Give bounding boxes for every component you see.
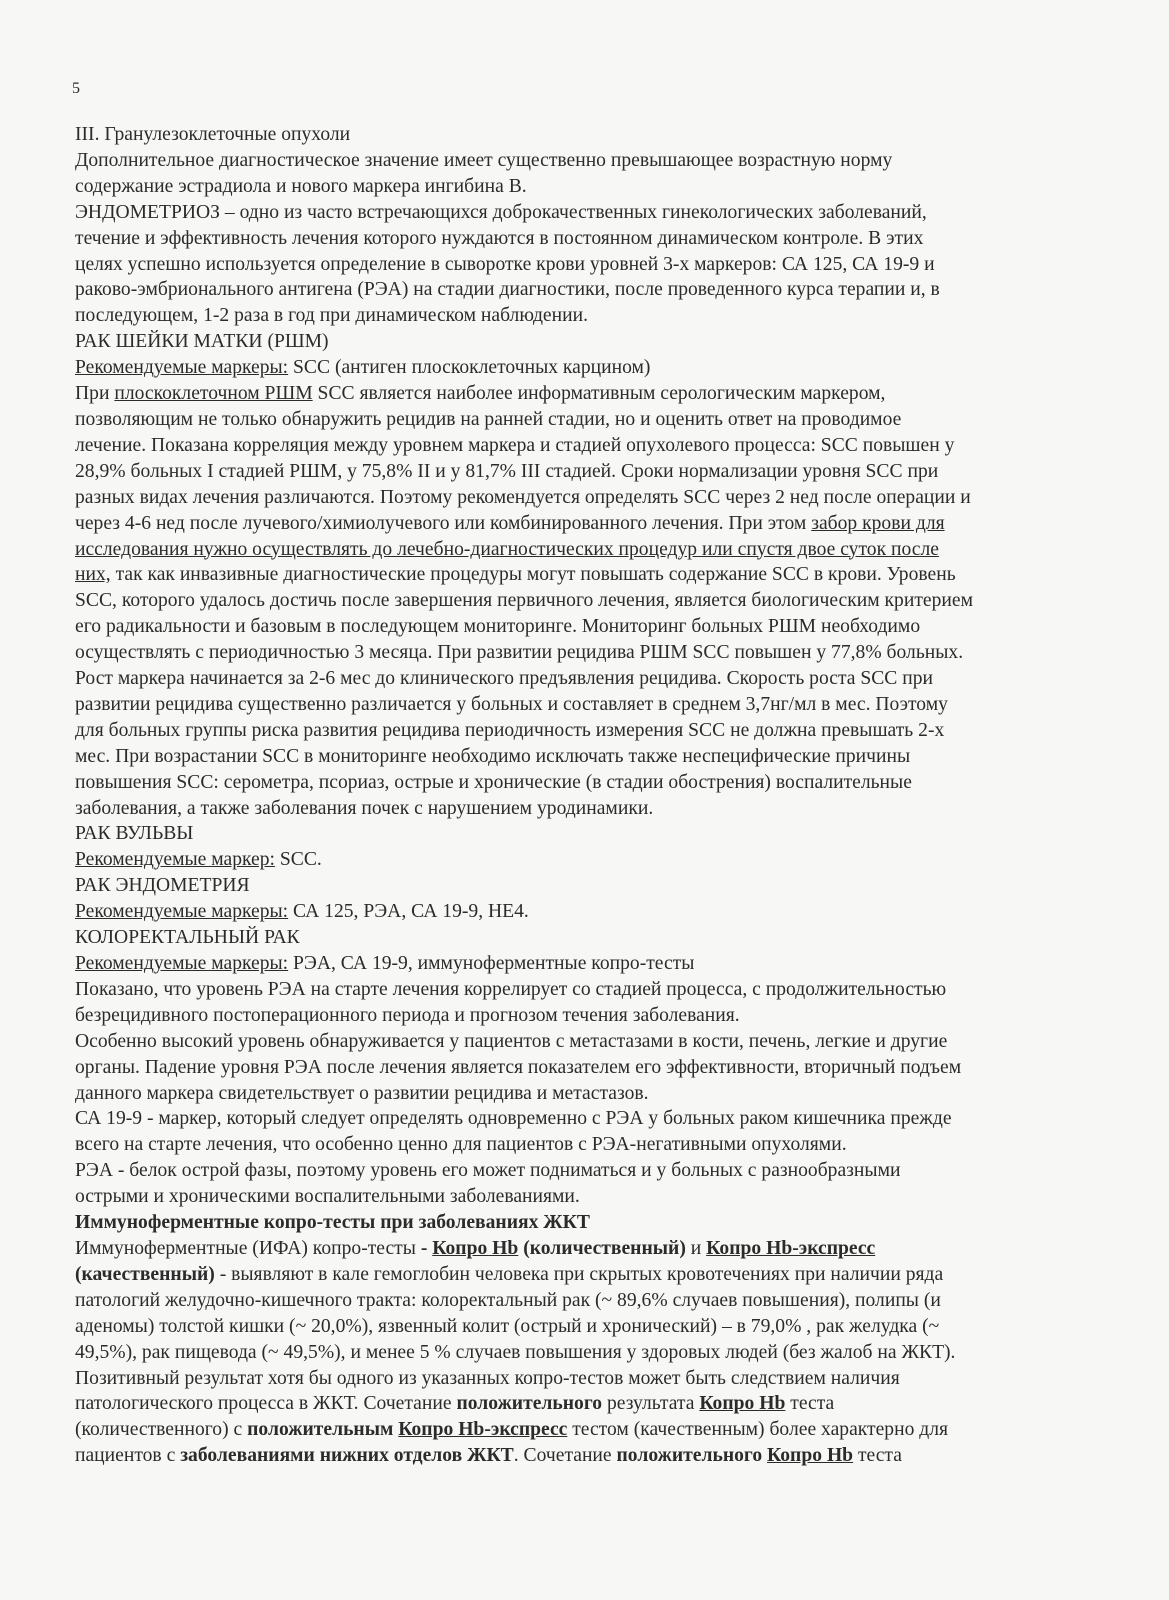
text-line [75,873,1130,899]
text-segment: теста [853,1445,902,1467]
text-segment: положительным [247,1419,394,1441]
text-line [75,1158,1130,1184]
text-segment: и [685,1237,707,1259]
text-segment: теста [785,1393,835,1415]
text-line [75,951,1130,977]
text-line [75,666,1130,692]
text-segment: 49,5%), рак пищевода (~ 49,5%), и менее 5 % случаев повышения у здоровых людей (без жалоб на ЖКТ). [75,1341,956,1363]
text-segment: III. Гранулезоклеточные опухоли [75,124,351,145]
text-segment: пациентов с [75,1445,181,1467]
text-line [75,226,1130,252]
text-segment: SCC является наиболее информативным серологическим маркером, [312,383,886,405]
text-segment: патологий желудочно-кишечного тракта: колоректальный рак (~ 89,6% случаев повышения), полипы (и [75,1289,941,1311]
text-segment: Рекомендуемые маркеры: [75,953,289,974]
text-segment: течение и эффективность лечения которого нуждаются в постоянном динамическом контроле. В этих [75,227,924,249]
text-segment: ЭНДОМЕТРИОЗ – одно из часто встречающихся доброкачественных гинекологических заболеваний, [75,201,927,223]
text-line [75,1184,1130,1210]
text-segment: . Сочетание [513,1445,617,1467]
text-segment: 28,9% больных I стадией РШМ, у 75,8% II и у 81,7% III стадией. Сроки нормализации уровня SCC при [75,460,939,482]
text-line [75,485,1130,511]
text-segment: SCC. [274,849,322,871]
text-segment: развитии рецидива существенно различается у больных и составляет в среднем 3,7нг/мл в мес. Поэтому [75,693,948,715]
text-segment: Дополнительное диагностическое значение имеет существенно превышающее возрастную норму [75,149,893,171]
text-line [75,1106,1130,1132]
text-line [75,459,1130,485]
text-segment: для больных группы риска развития рецидива периодичность измерения SCC не должна превышать 2-х [75,719,945,741]
text-line [75,1417,1130,1443]
text-line [75,977,1130,1003]
text-segment: (количественный) [518,1237,686,1259]
text-segment: СА 125, РЭА, СА 19-9, НЕ4. [288,901,529,923]
text-segment: Рекомендуемые маркеры: [75,901,289,923]
text-line [75,1055,1130,1081]
text-line [75,1366,1130,1392]
text-line [75,1391,1130,1417]
text-segment: заболевания, а также заболевания почек с нарушением уродинамики. [75,797,654,819]
document-body [75,122,1130,1469]
text-segment: Копро Hb-экспресс [706,1237,876,1259]
text-segment: органы. Падение уровня РЭА после лечения является показателем его эффективности, вторичный подъем [75,1056,962,1078]
text-segment: SCC (антиген плоскоклеточных карцином) [288,357,651,379]
text-segment: СА 19-9 - маркер, который следует определять одновременно с РЭА у больных раком кишечника прежде [75,1108,952,1130]
text-line [75,1262,1130,1288]
text-line [75,847,1130,873]
text-segment: Иммуноферментные копро-тесты при заболеваниях ЖКТ [75,1212,590,1234]
text-segment: При [75,383,115,405]
text-segment: патологического процесса в ЖКТ. Сочетание [75,1393,457,1415]
text-line [75,381,1130,407]
text-segment: всего на старте лечения, что особенно ценно для пациентов с РЭА-негативными опухолями. [75,1134,847,1156]
text-segment: через 4-6 нед после лучевого/химиолучевого или комбинированного лечения. При этом [75,512,812,534]
text-segment: Иммуноферментные (ИФА) копро-тесты [75,1237,421,1259]
text-segment: безрецидивного постоперационного периода и прогнозом течения заболевания. [75,1004,740,1026]
text-segment: SCC, которого удалось достичь после завершения первичного лечения, является биологическим критерием [75,590,973,612]
text-segment: РАК ШЕЙКИ МАТКИ (РШМ) [75,331,329,353]
text-line [75,1081,1130,1107]
text-line [75,1340,1130,1366]
text-segment: раково-эмбрионального антигена (РЭА) на стадии диагностики, после проведенного курса терапии и, в [75,279,940,301]
text-segment: них, [75,564,111,586]
text-line [75,1132,1130,1158]
text-segment: исследования нужно осуществлять до лечебно-диагностических процедур или спустя двое суток после [75,538,939,560]
text-line [75,1288,1130,1314]
text-segment: РАК ВУЛЬВЫ [75,823,194,845]
text-segment: положительного [616,1445,763,1467]
text-line [75,200,1130,226]
text-line [75,1443,1130,1469]
text-segment: позволяющим не только обнаружить рецидив на ранней стадии, но и оценить ответ на проводимое [75,408,902,430]
text-segment: РЭА, СА 19-9, иммуноферментные копро-тесты [288,953,695,974]
text-line [75,796,1130,822]
text-line [75,303,1130,329]
text-segment: повышения SCC: серометра, псориаз, острые и хронические (в стадии обострения) воспалительные [75,771,912,793]
text-segment: лечение. Показана корреляция между уровнем маркера и стадией опухолевого процесса: SCC повышен у [75,434,955,456]
text-segment: тестом (качественным) более характерно для [567,1419,949,1441]
text-line [75,537,1130,563]
text-segment: его радикальности и базовым в последующем мониторинге. Мониторинг больных РШМ необходимо [75,616,921,638]
text-segment: результата [602,1393,700,1415]
text-segment: (количественного) с [75,1419,248,1441]
text-segment: содержание эстрадиола и нового маркера ингибина В. [75,175,527,197]
text-segment: Рекомендуемые маркеры: [75,357,289,379]
text-segment: так как инвазивные диагностические процедуры могут повышать содержание SCC в крови. Уровень [110,564,956,586]
text-line [75,614,1130,640]
text-line [75,1003,1130,1029]
text-line [75,640,1130,666]
text-line [75,329,1130,355]
text-segment: - выявляют в кале гемоглобин человека при скрытых кровотечениях при наличии ряда [214,1263,944,1285]
text-segment: аденомы) толстой кишки (~ 20,0%), язвенный колит (острый и хронический) – в 79,0% , рак желудка (~ [75,1315,940,1337]
text-line [75,355,1130,381]
text-line [75,1236,1130,1262]
text-segment: данного маркера свидетельствует о развитии рецидива и метастазов. [75,1082,649,1104]
text-segment: Копро Hb [432,1237,519,1259]
text-segment: мес. При возрастании SCC в мониторинге необходимо исключать также неспецифические причины [75,745,911,767]
text-segment: Показано, что уровень РЭА на старте лечения коррелирует со стадией процесса, с продолжительностью [75,978,947,1000]
text-line [75,511,1130,537]
text-line [75,1029,1130,1055]
text-segment: целях успешно используется определение в сыворотке крови уровней 3-х маркеров: СА 125, СА 19-9 и [75,253,935,275]
text-segment: Копро Hb [767,1445,854,1467]
text-line [75,277,1130,303]
text-line [75,433,1130,459]
text-line [75,588,1130,614]
text-segment: осуществлять с периодичностью 3 месяца. При развитии рецидива РШМ SCC повышен у 77,8% больных. [75,642,964,664]
text-line [75,1314,1130,1340]
text-segment: Особенно высокий уровень обнаруживается у пациентов с метастазами в кости, печень, легкие и другие [75,1030,948,1052]
text-line [75,562,1130,588]
text-line [75,744,1130,770]
text-line [75,718,1130,744]
text-line [75,252,1130,278]
text-line [75,692,1130,718]
text-segment: положительного [456,1393,603,1415]
text-segment: (качественный) [75,1263,215,1285]
text-segment: Рост маркера начинается за 2-6 мес до клинического предъявления рецидива. Скорость роста SCC при [75,668,934,690]
text-segment: разных видах лечения различаются. Поэтому рекомендуется определять SCC через 2 нед после операции и [75,486,971,508]
text-segment: Копро Hb [699,1393,786,1415]
text-segment: последующем, 1-2 раза в год при динамическом наблюдении. [75,305,588,327]
text-line [75,821,1130,847]
text-line [75,925,1130,951]
text-segment: КОЛОРЕКТАЛЬНЫЙ РАК [75,927,300,949]
text-segment: - [420,1237,433,1259]
text-segment: Копро Hb-экспресс [398,1419,568,1441]
text-line [75,899,1130,925]
text-line [75,407,1130,433]
text-line [75,770,1130,796]
text-segment: Рекомендуемые маркер: [75,849,275,871]
text-line [75,1210,1130,1236]
text-segment: плоскоклеточном РШМ [114,383,313,405]
text-segment: РАК ЭНДОМЕТРИЯ [75,875,250,897]
text-segment: острыми и хроническими воспалительными заболеваниями. [75,1186,580,1208]
text-segment: забор крови для [811,512,945,534]
text-line [75,148,1130,174]
text-segment: заболеваниями нижних отделов ЖКТ [180,1445,514,1467]
text-segment: РЭА - белок острой фазы, поэтому уровень его может подниматься и у больных с разнообразными [75,1160,901,1182]
page-number: 5 [72,80,80,97]
text-segment: Позитивный результат хотя бы одного из указанных копро-тестов может быть следствием наличия [75,1367,900,1389]
text-line [75,122,1130,148]
text-line [75,174,1130,200]
